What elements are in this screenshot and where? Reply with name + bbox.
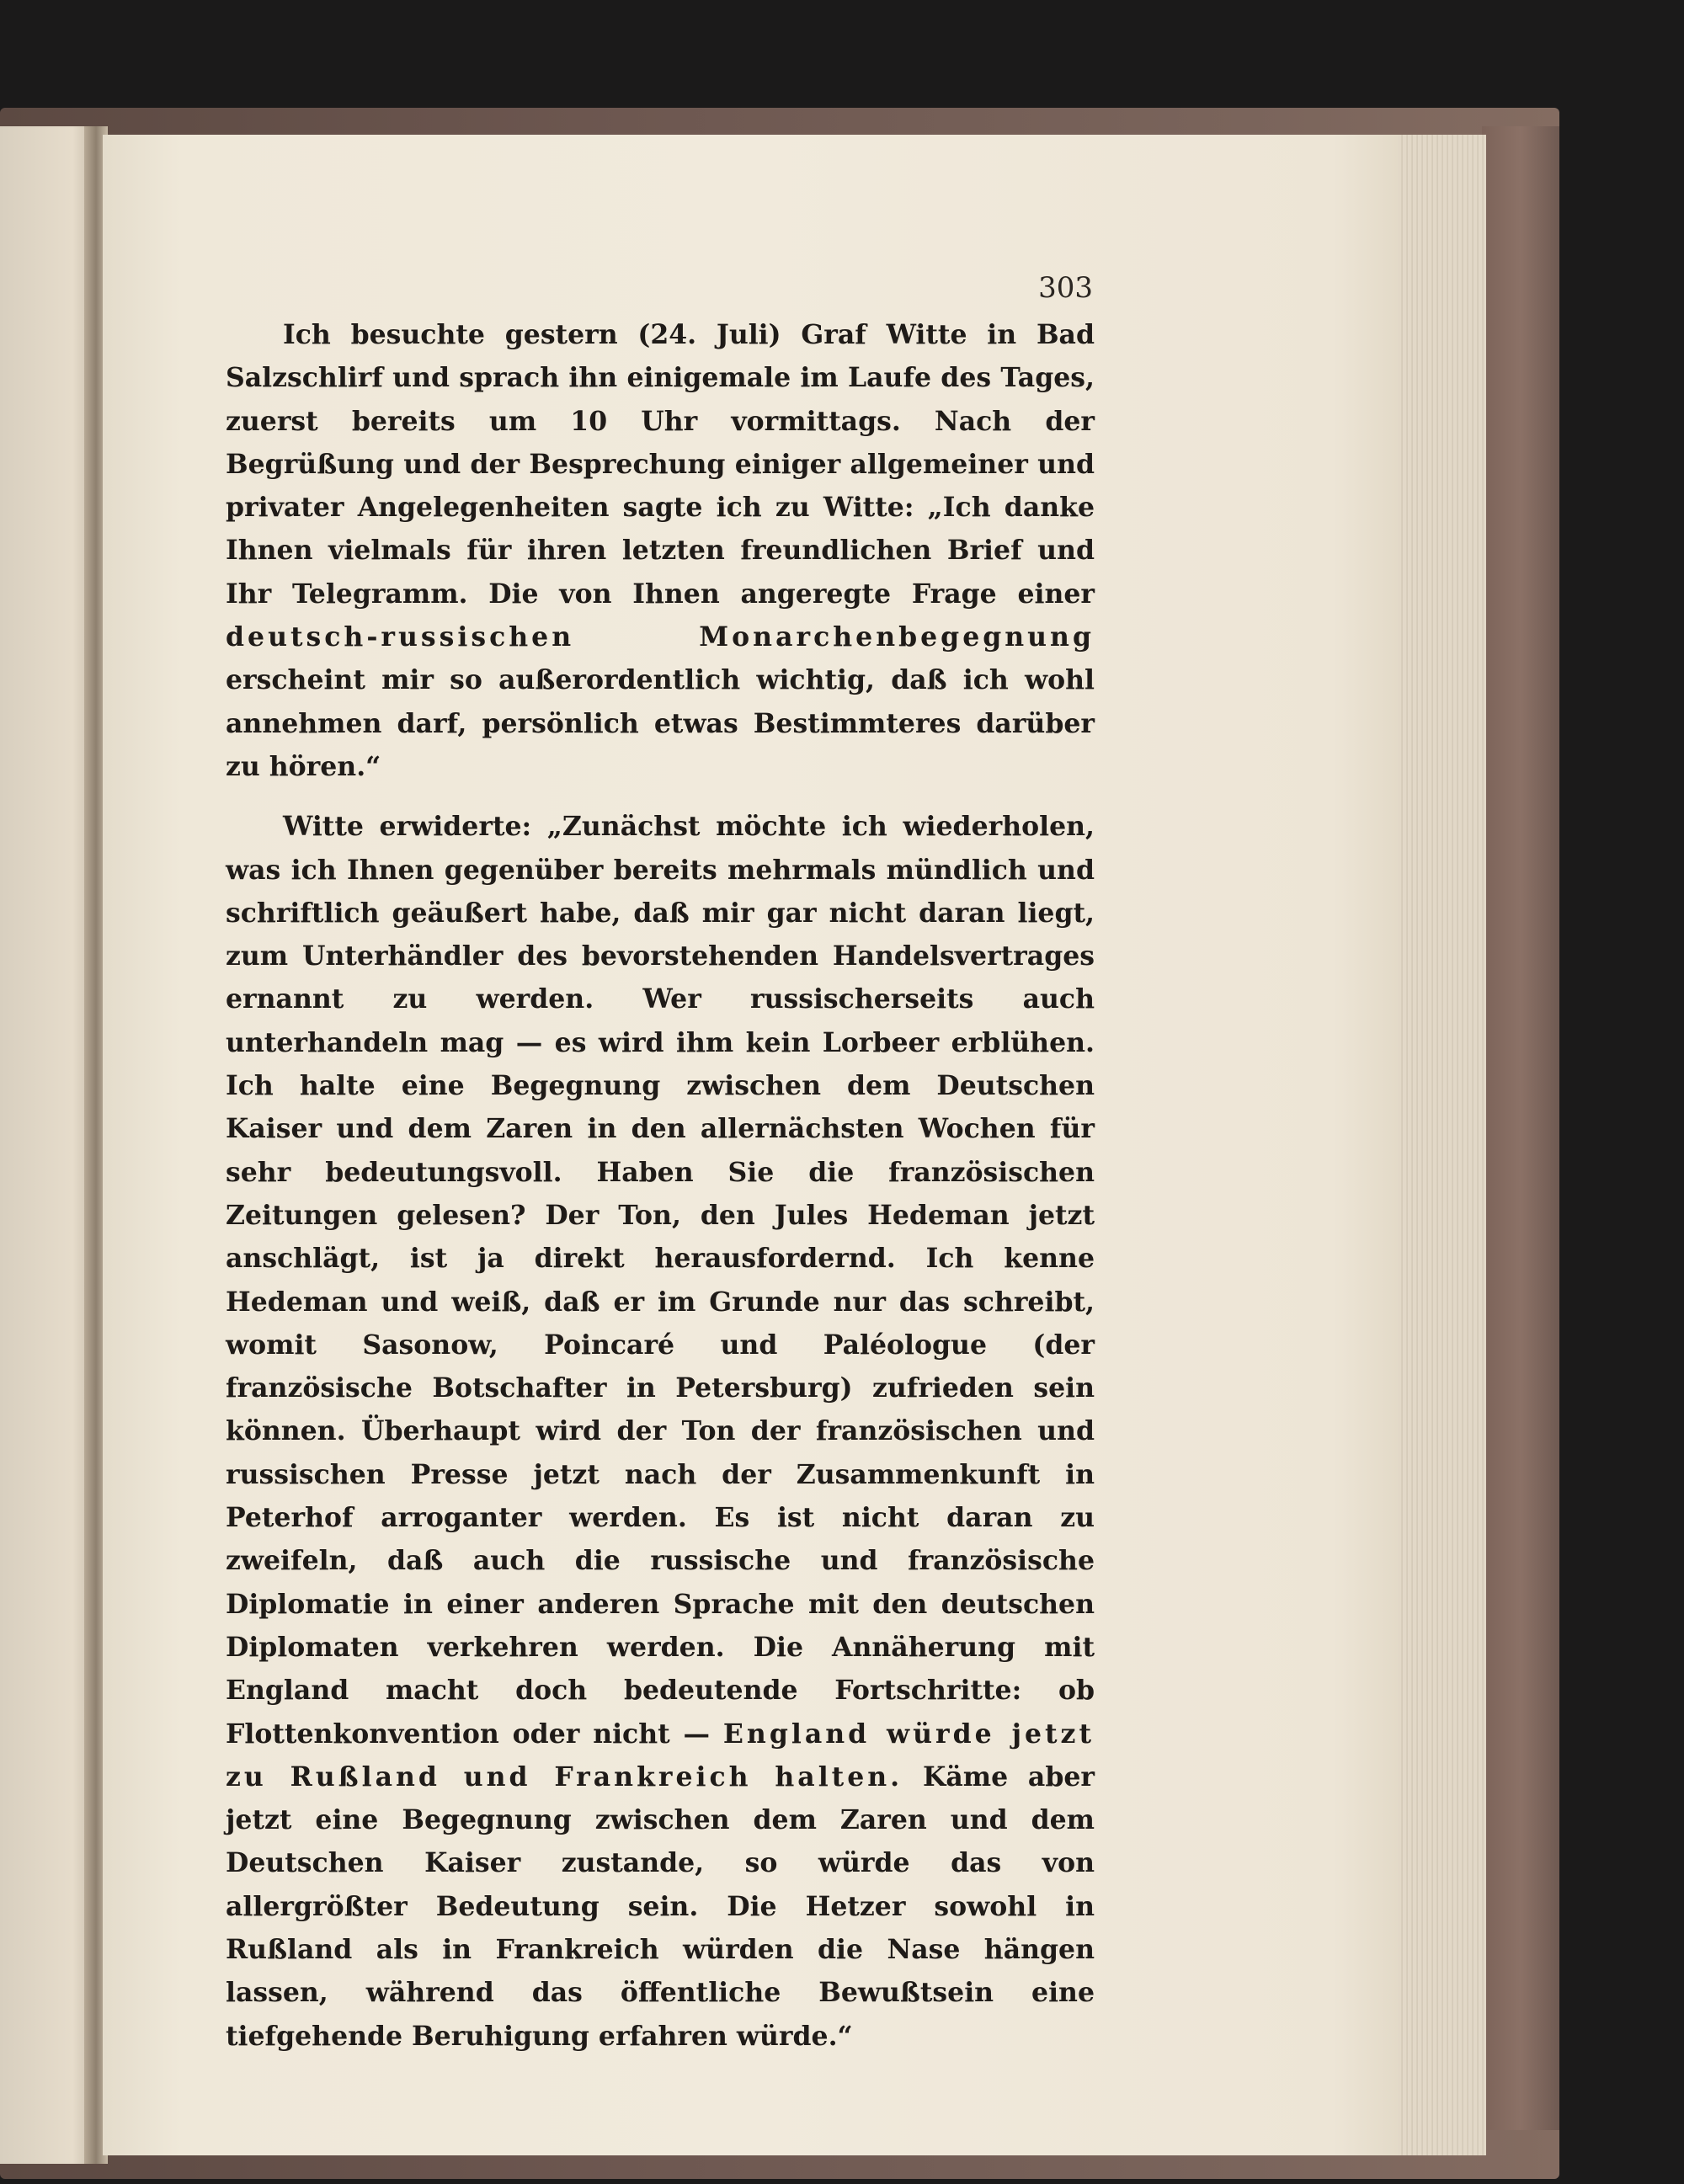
- paragraph-1-text-a: Ich besuchte gestern (24. Juli) Graf Witte in Bad Salzschlirf und sprach ihn einigemale im Laufe des Tages, zuerst bereits um 10 Uhr vormittags. Nach der Begrüßung und der Besprechung einiger allgemeiner und privater Angelegenheiten sagte ich zu Witte: „Ich danke Ihnen vielmals für ihren letzten freundlichen Brief und Ihr Telegramm. Die von Ihnen angeregte Frage einer: [226, 319, 1095, 610]
- body-text: [226, 313, 1095, 2058]
- page-stack: [1394, 135, 1486, 2155]
- paragraph-2-text-b: Käme aber jetzt eine Begegnung zwischen dem Zaren und dem Deutschen Kaiser zustande, so würde das von allergrößter Bedeutung sein. Die Hetzer sowohl in Rußland als in Frankreich würden die Nase hängen lassen, während das öffentliche Bewußtsein eine tiefgehende Beruhigung erfahren würde.“: [226, 1761, 1095, 2052]
- paragraph-1-emphasis: deutsch-russischen Monarchenbegegnung: [226, 621, 1095, 653]
- page-number: 303: [1038, 271, 1093, 305]
- cover-edge: [1482, 126, 1559, 2130]
- left-page: [0, 126, 91, 2164]
- paragraph-2-emphasis: England würde jetzt zu Rußland und Frankreich halten.: [226, 1718, 1095, 1792]
- paragraph-1-text-b: erscheint mir so außerordentlich wichtig, daß ich wohl annehmen darf, persönlich etwas Bestimmteres darüber zu hören.“: [226, 664, 1095, 782]
- paragraph-2-text-a: Witte erwiderte: „Zunächst möchte ich wiederholen, was ich Ihnen gegenüber bereits mehrmals mündlich und schriftlich geäußert habe, daß mir gar nicht daran liegt, zum Unterhändler des bevorstehenden Handelsvertrages ernannt zu werden. Wer russischerseits auch unterhandeln mag — es wird ihm kein Lorbeer erblühen. Ich halte eine Begegnung zwischen dem Deutschen Kaiser und dem Zaren in den allernächsten Wochen für sehr bedeutungsvoll. Haben Sie die französischen Zeitungen gelesen? Der Ton, den Jules Hedeman jetzt anschlägt, ist ja direkt herausfordernd. Ich kenne Hedeman und weiß, daß er im Grunde nur das schreibt, womit Sasonow, Poincaré und Paléologue (der französische Botschafter in Petersburg) zufrieden sein können. Überhaupt wird der Ton der französischen und russischen Presse jetzt nach der Zusammenkunft in Peterhof arroganter werden. Es ist nicht daran zu zweifeln, daß auch die russische und französische Diplomatie in einer anderen Sprache mit den deutschen Diplomaten verkehren werden. Die Annäherung mit England macht doch bedeutende Fortschritte: ob Flottenkonvention oder nicht —: [226, 811, 1095, 1750]
- paragraph-2: [226, 805, 1095, 2058]
- paragraph-1: [226, 313, 1095, 788]
